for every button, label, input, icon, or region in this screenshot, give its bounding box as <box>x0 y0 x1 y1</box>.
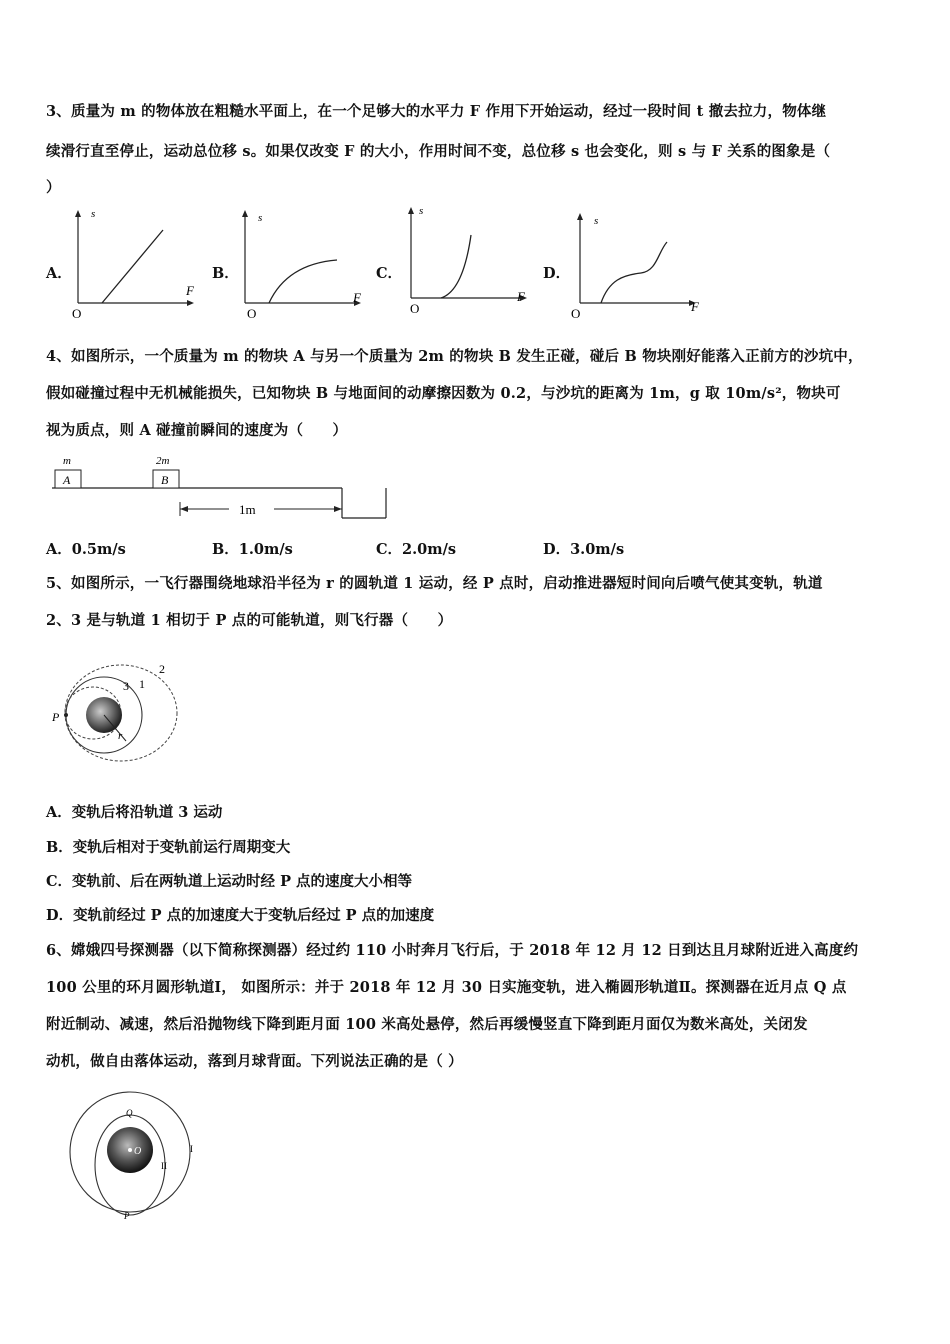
orbit-i-label: I <box>190 1144 193 1154</box>
q3-option-d-label[interactable]: D． <box>543 265 571 282</box>
q6-moon-orbit-diagram <box>60 1088 210 1223</box>
q5-text-line-2: 2、3 是与轨道 1 相切于 P 点的可能轨道，则飞行器（ ） <box>46 612 453 629</box>
center-o-label: O <box>134 1146 142 1157</box>
point-p-label: P <box>52 710 60 724</box>
q3-graph-d-curve <box>601 242 667 303</box>
q3-graph-a-origin: O <box>72 306 82 321</box>
q6-text-line-3: 附近制动、减速，然后沿抛物线下降到距月面 100 米高处悬停，然后再缓慢竖直下降到距月面仅为数米高处，关闭发 <box>46 1016 808 1033</box>
point-p-label: P <box>124 1211 130 1221</box>
orbit-2-label: 2 <box>159 662 165 676</box>
q6-text-line-4: 动机，做自由落体运动，落到月球背面。下列说法正确的是（ ） <box>46 1053 463 1070</box>
q4-text-line-1: 4、如图所示，一个质量为 m 的物块 A 与另一个质量为 2m 的物块 B 发生正碰，碰后 B 物块刚好能落入正前方的沙坑中， <box>46 348 863 365</box>
block-a-mass: m <box>63 455 71 467</box>
q4-option-a[interactable]: A．0.5m/s <box>46 541 126 558</box>
orbit-ii-label: II <box>161 1161 167 1171</box>
q5-text-line-1: 5、如图所示，一飞行器围绕地球沿半径为 r 的圆轨道 1 运动，经 P 点时，启动推进器短时间向后喷气使其变轨，轨道 <box>46 575 823 592</box>
q3-graph-c-x-label: F <box>517 289 525 304</box>
q3-graph-d-y-label: s <box>594 215 599 227</box>
q5-option-a[interactable]: A．变轨后将沿轨道 3 运动 <box>46 804 223 821</box>
q3-graph-d <box>565 210 710 325</box>
distance-label: 1m <box>239 502 256 517</box>
block-b-mass: 2m <box>156 455 170 467</box>
q3-text-line-2: 续滑行直至停止，运动总位移 s。如果仅改变 F 的大小，作用时间不变，总位移 s 也会变化，则 s 与 F 关系的图象是（ <box>46 143 831 160</box>
q3-graph-a <box>66 208 201 323</box>
q5-orbit-diagram <box>46 655 206 780</box>
block-b-label: B <box>161 473 169 487</box>
point-q-label: Q <box>126 1108 133 1118</box>
q3-text-line-1: 3、质量为 m 的物体放在粗糙水平面上，在一个足够大的水平力 F 作用下开始运动，经过一段时间 t 撤去拉力，物体继 <box>46 103 827 120</box>
q3-graph-b-curve <box>269 260 337 303</box>
q3-graph-a-y-label: s <box>91 208 96 220</box>
q5-option-d[interactable]: D．变轨前经过 P 点的加速度大于变轨后经过 P 点的加速度 <box>46 907 435 924</box>
q3-graph-c-origin: O <box>410 301 420 316</box>
radius-label: r <box>118 730 123 742</box>
q3-graph-c-curve <box>441 235 471 298</box>
q4-collision-diagram <box>46 452 396 527</box>
q3-graph-c-y-label: s <box>419 205 424 217</box>
q5-option-b[interactable]: B．变轨后相对于变轨前运行周期变大 <box>46 839 291 856</box>
q4-text-line-2: 假如碰撞过程中无机械能损失，已知物块 B 与地面间的动摩擦因数为 0.2，与沙坑的距离为 1m，g 取 10m/s²，物块可 <box>46 385 841 402</box>
orbit-3-label: 3 <box>123 679 129 693</box>
q4-option-b[interactable]: B．1.0m/s <box>212 541 293 558</box>
q3-graph-d-origin: O <box>571 306 581 321</box>
q3-graph-b-x-label: F <box>353 290 361 305</box>
q3-graph-b-y-label: s <box>258 212 263 224</box>
q3-option-a-label[interactable]: A． <box>46 265 72 282</box>
q3-graph-d-x-label: F <box>691 299 699 314</box>
q3-graph-b-origin: O <box>247 306 257 321</box>
q3-option-b-label[interactable]: B． <box>212 265 239 282</box>
orbit-1-label: 1 <box>139 677 145 691</box>
q6-text-line-1: 6、嫦娥四号探测器（以下简称探测器）经过约 110 小时奔月飞行后，于 2018 年 12 月 12 日到达且月球附近进入高度约 <box>46 942 859 959</box>
block-a-label: A <box>63 473 71 487</box>
q5-option-c[interactable]: C．变轨前、后在两轨道上运动时经 P 点的速度大小相等 <box>46 873 413 890</box>
q4-option-c[interactable]: C．2.0m/s <box>376 541 457 558</box>
q4-option-d[interactable]: D．3.0m/s <box>543 541 625 558</box>
q6-text-line-2: 100 公里的环月圆形轨道Ⅰ， 如图所示：并于 2018 年 12 月 30 日实施变轨，进入椭圆形轨道Ⅱ。探测器在近月点 Q 点 <box>46 979 847 996</box>
q3-graph-b <box>233 208 368 323</box>
q4-text-line-3: 视为质点，则 A 碰撞前瞬间的速度为（ ） <box>46 422 348 439</box>
q3-text-line-3: ） <box>46 179 61 196</box>
q3-graph-a-curve <box>102 230 163 303</box>
q3-graph-a-x-label: F <box>186 283 194 298</box>
q3-graph-c <box>397 205 537 320</box>
q3-option-c-label[interactable]: C． <box>376 265 403 282</box>
